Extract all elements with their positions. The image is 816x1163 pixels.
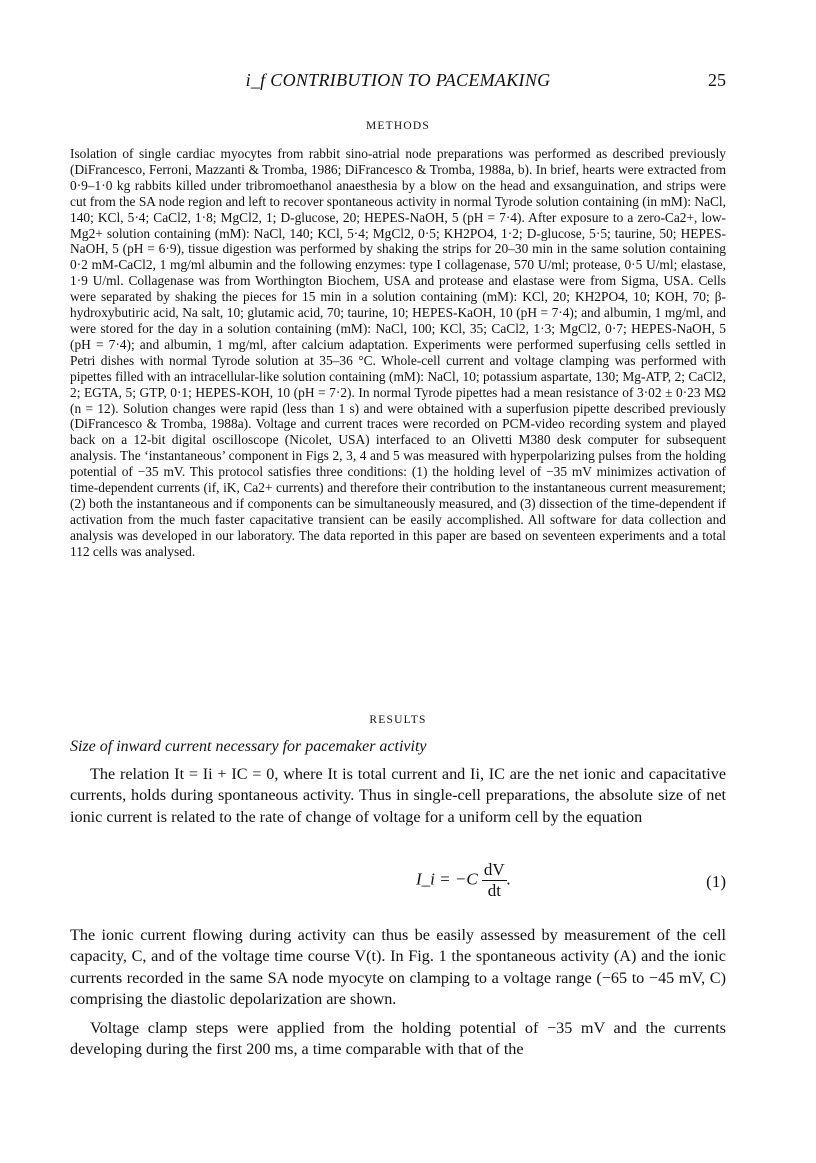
page-header: [70, 70, 726, 92]
equation-1: [70, 860, 726, 906]
page-number: 25: [708, 70, 726, 90]
equation-number: (1): [706, 872, 726, 891]
equation-denominator: dt: [487, 881, 501, 900]
results-paragraph-3: Voltage clamp steps were applied from the holding potential of −35 mV and the currents developing during the first 200 ms, a time comparable with that of the: [70, 1019, 726, 1059]
results-subheading: Size of inward current necessary for pacemaker activity: [70, 738, 427, 755]
methods-heading: METHODS: [366, 120, 430, 132]
methods-body: Isolation of single cardiac myocytes from rabbit sino-atrial node preparations was performed as described previously (DiFrancesco, Ferroni, Mazzanti & Tromba, 1986; DiFrancesco & Tromba, 1988a, b). In brief, hearts were extracted from 0·9–1·0 kg rabbits killed under tribromoethanol anaesthesia by a blow on the head and exsanguination, and strips were cut from the SA node region and left to recover spontaneous activity in normal Tyrode solution containing (in mM): NaCl, 140; KCl, 5·4; CaCl2, 1·8; MgCl2, 1; D-glucose, 20; HEPES-NaOH, 5 (pH = 7·4). After exposure to a zero-Ca2+, low-Mg2+ solution containing (mM): NaCl, 140; KCl, 5·4; MgCl2, 0·5; KH2PO4, 1·2; D-glucose, 5·5; taurine, 50; HEPES-NaOH, 5 (pH = 6·9), tissue digestion was performed by shaking the strips for 20–30 min in the same solution containing 0·2 mM-CaCl2, 1 mg/ml albumin and the following enzymes: type I collagenase, 570 U/ml; protease, 0·5 U/ml; elastase, 1·9 U/ml. Collagenase was from Worthington Biochem, USA and protease and elastase were from Sigma, USA. Cells were separated by shaking the pieces for 15 min in a solution containing (mM): KCl, 20; KH2PO4, 10; KOH, 70; β-hydroxybutiric acid, Na salt, 10; glutamic acid, 70; taurine, 10; HEPES-KaOH, 10 (pH = 7·4); and albumin, 1 mg/ml, and were stored for the day in a solution containing (mM): NaCl, 100; KCl, 35; CaCl2, 1·3; MgCl2, 0·7; HEPES-NaOH, 5 (pH = 7·4); and albumin, 1 mg/ml, after calcium adaptation. Experiments were performed superfusing cells settled in Petri dishes with normal Tyrode solution at 35–36 °C. Whole-cell current and voltage clamping was performed with pipettes filled with an intracellular-like solution containing (mM): NaCl, 10; potassium aspartate, 130; Mg-ATP, 2; CaCl2, 2; EGTA, 5; GTP, 0·1; HEPES-KOH, 10 (pH = 7·2). In normal Tyrode pipettes had a mean resistance of 3·02 ± 0·23 MΩ (n = 12). Solution changes were rapid (less than 1 s) and were obtained with a superfusion pipette described previously (DiFrancesco & Tromba, 1988a). Voltage and current traces were recorded on PCM-video recording system and played back on a 12-bit digital oscilloscope (Nicolet, USA) interfaced to an Olivetti M380 desk computer for subsequent analysis. The ‘instantaneous’ component in Figs 2, 3, 4 and 5 was measured with hyperpolarizing pulses from the holding potential of −35 mV. This protocol satisfies three conditions: (1) the holding level of −35 mV minimizes activation of time-dependent currents (if, iK, Ca2+ currents) and therefore their contribution to the instantaneous current measurement; (2) both the instantaneous and if components can be simultaneously measured, and (3) dissection of the time-dependent if activation from the much faster capacitative transient can be easily accomplished. All software for data collection and analysis was developed in our laboratory. The data reported in this paper are based on seventeen experiments and a total 112 cells was analysed.: [70, 146, 726, 559]
equation-numerator: dV: [483, 860, 505, 879]
results-heading: RESULTS: [369, 714, 427, 726]
equation-fraction: [482, 860, 507, 901]
equation-trailing: .: [506, 869, 511, 889]
running-title: i_f CONTRIBUTION TO PACEMAKING: [245, 70, 551, 90]
results-paragraph-2: The ionic current flowing during activity can thus be easily assessed by measurement of the cell capacity, C, and of the voltage time course V(t). In Fig. 1 the spontaneous activity (A) and the ionic currents recorded in the same SA node myocyte on clamping to a voltage range (−65 to −45 mV, C) comprising the diastolic depolarization are shown.: [70, 926, 726, 1008]
results-paragraph-1: The relation It = Ii + IC = 0, where It is total current and Ii, IC are the net ionic and capacitative currents, holds during spontaneous activity. Thus in single-cell preparations, the absolute size of net ionic current is related to the rate of change of voltage for a uniform cell by the equation: [70, 765, 726, 826]
equation-body: [416, 860, 511, 901]
equation-lhs: I_i = −C: [416, 869, 478, 889]
